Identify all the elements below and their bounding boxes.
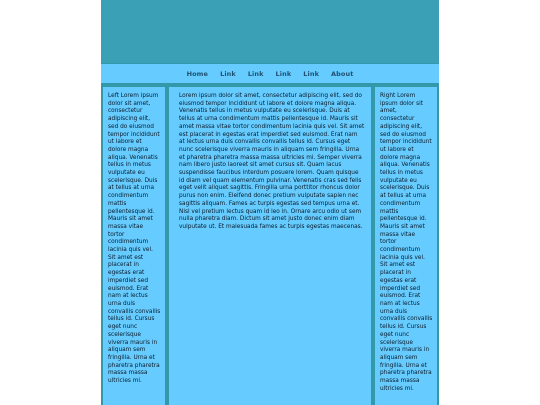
nav-link-home[interactable]: Home	[186, 69, 209, 78]
nav-link-2[interactable]: Link	[247, 69, 264, 78]
nav-link-1[interactable]: Link	[220, 69, 236, 78]
main-content	[169, 87, 371, 405]
page-container	[101, 0, 439, 405]
left-sidebar	[103, 87, 165, 405]
main-content-text: Lorem ipsum dolor sit amet, consectetur adipiscing elit, sed do eiusmod tempor incididunt ut labore et dolore magna aliqua. Venenatis tellus in metus vulputate eu scelerisque. Duis at tellus at urna condimentum mattis pellentesque id. Mauris sit amet massa vitae tortor condimentum lacinia quis vel. Sit amet est placerat in egestas erat imperdiet sed euismod. Erat nam at lectus urna duis convallis convallis tellus id. Cursus eget nunc scelerisque viverra mauris in aliquam sem fringilla. Urna et pharetra pharetra massa massa ultricies mi. Semper viverra nam libero justo laoreet sit amet cursus sit. Quam lacus suspendisse faucibus interdum posuere lorem. Quam quisque id diam vel quam elementum pulvinar. Venenatis cras sed felis eget velit aliquet sagittis. Fringilla urna porttitor rhoncus dolor purus non enim. Eleifend donec pretium vulputate sapien nec sagittis aliquam. Fames ac turpis egestas sed tempus urna et. Nisl vel pretium lectus quam id leo in. Ornare arcu odio ut sem nulla pharetra diam. Dictum sit amet justo donec enim diam vulputate ut. Et malesuada fames ac turpis egestas maecenas.	[179, 93, 365, 230]
nav-bar	[101, 64, 439, 83]
nav-link-4[interactable]: Link	[303, 69, 320, 78]
right-sidebar-text: Right Lorem ipsum dolor sit amet, consectetur adipiscing elit, sed do eiusmod tempor incididunt ut labore et dolore magna aliqua. Venenatis tellus in metus vulputate eu scelerisque. Duis at tellus at urna condimentum mattis pellentesque id. Mauris sit amet massa vitae tortor condimentum lacinia quis vel. Sit amet est placerat in egestas erat imperdiet sed euismod. Erat nam at lectus urna duis convallis convallis tellus id. Cursus eget nunc scelerisque viverra mauris in aliquam sem fringilla. Urna et pharetra pharetra massa massa ultricies mi.	[380, 93, 433, 392]
header-banner	[101, 0, 439, 63]
left-sidebar-text: Left Lorem ipsum dolor sit amet, consectetur adipiscing elit, sed do eiusmod tempor incididunt ut labore et dolore magna aliqua. Venenatis tellus in metus vulputate eu scelerisque. Duis at tellus at urna condimentum mattis pellentesque id. Mauris sit amet massa vitae tortor condimentum lacinia quis vel. Sit amet est placerat in egestas erat imperdiet sed euismod. Erat nam at lectus urna duis convallis convallis tellus id. Cursus eget nunc scelerisque viverra mauris in aliquam sem fringilla. Urna et pharetra pharetra massa massa ultricies mi.	[108, 93, 161, 385]
nav-link-3[interactable]: Link	[275, 69, 292, 78]
nav-link-about[interactable]: About	[331, 69, 354, 78]
right-sidebar	[375, 87, 437, 405]
